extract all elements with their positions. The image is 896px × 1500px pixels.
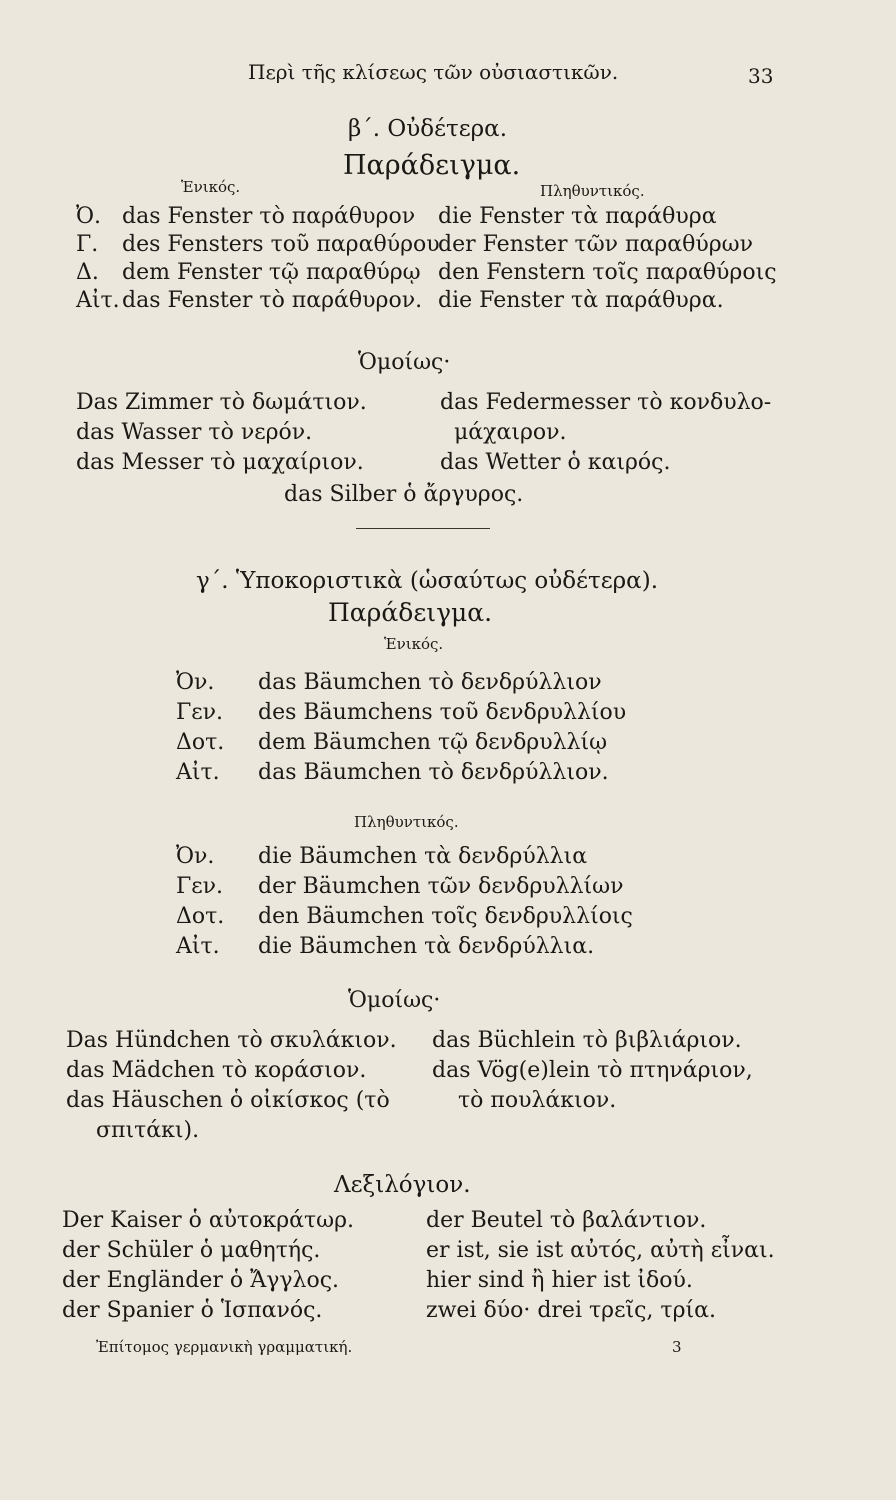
vocabulary-entry: hier sind ἢ hier ist ἰδού. xyxy=(426,1268,693,1293)
case-label: Δοτ. xyxy=(176,904,225,929)
singular-form: dem Fenster τῷ παραθύρῳ xyxy=(122,260,421,285)
vocabulary-entry: der Schüler ὁ μαθητής. xyxy=(62,1238,321,1263)
singular-form: des Fensters τοῦ παραθύρου xyxy=(122,232,440,257)
section-divider xyxy=(356,528,490,529)
likewise-entry: das Wasser τὸ νερόν. xyxy=(76,420,313,445)
vocabulary-entry: er ist, sie ist αὐτός, αὐτὴ εἶναι. xyxy=(426,1238,775,1263)
section-b-title: β΄. Οὐδέτερα. xyxy=(348,116,508,142)
section-c-likewise-heading: Ὁμοίως· xyxy=(348,988,441,1013)
section-b-plural-heading: Πληθυντικός. xyxy=(540,182,645,200)
likewise-entry: das Büchlein τὸ βιβλιάριον. xyxy=(432,1028,742,1053)
case-label: Γ. xyxy=(76,232,99,257)
likewise-entry: σπιτάκι). xyxy=(96,1118,200,1143)
declension-form: den Bäumchen τοῖς δενδρυλλίοις xyxy=(258,904,633,929)
likewise-entry: Das Hündchen τὸ σκυλάκιον. xyxy=(66,1028,397,1053)
section-c-example-heading: Παράδειγμα. xyxy=(328,598,493,627)
section-c-plural-heading: Πληθυντικός. xyxy=(354,813,459,831)
likewise-entry: Das Zimmer τὸ δωμάτιον. xyxy=(76,390,367,415)
declension-form: das Bäumchen τὸ δενδρύλλιον xyxy=(258,670,602,695)
plural-form: die Fenster τὰ παράθυρα. xyxy=(438,288,724,313)
vocabulary-entry: Der Kaiser ὁ αὐτοκράτωρ. xyxy=(62,1208,355,1233)
case-label: Ὀ. xyxy=(76,204,102,229)
declension-form: dem Bäumchen τῷ δενδρυλλίῳ xyxy=(258,730,608,755)
sheet-number: 3 xyxy=(672,1338,682,1356)
likewise-entry: das Mädchen τὸ κοράσιον. xyxy=(66,1058,367,1083)
case-label: Γεν. xyxy=(176,874,224,899)
plural-form: die Fenster τὰ παράθυρα xyxy=(438,204,717,229)
running-title: Περὶ τῆς κλίσεως τῶν οὐσιαστικῶν. xyxy=(248,60,619,84)
case-label: Δ. xyxy=(76,260,99,285)
section-c-singular-heading: Ἑνικός. xyxy=(384,635,444,653)
vocabulary-entry: der Spanier ὁ Ἱσπανός. xyxy=(62,1298,323,1323)
section-b-likewise-heading: Ὁμοίως· xyxy=(358,350,451,375)
section-b-singular-heading: Ἑνικός. xyxy=(181,178,241,196)
declension-form: die Bäumchen τὰ δενδρύλλια. xyxy=(258,934,595,959)
case-label: Γεν. xyxy=(176,700,224,725)
likewise-entry: μάχαιρον. xyxy=(454,420,567,445)
signature-line: Ἐπίτομος γερμανικὴ γραμματική. xyxy=(96,1338,353,1356)
page-number: 33 xyxy=(748,64,774,88)
likewise-entry: das Häuschen ὁ οἰκίσκος (τὸ xyxy=(66,1088,390,1113)
vocabulary-heading: Λεξιλόγιον. xyxy=(334,1172,471,1198)
plural-form: der Fenster τῶν παραθύρων xyxy=(438,232,753,257)
declension-form: des Bäumchens τοῦ δενδρυλλίου xyxy=(258,700,627,725)
vocabulary-entry: zwei δύο· drei τρεῖς, τρία. xyxy=(426,1298,716,1323)
case-label: Ὀν. xyxy=(176,844,215,869)
singular-form: das Fenster τὸ παράθυρον xyxy=(122,204,416,229)
vocabulary-entry: der Beutel τὸ βαλάντιον. xyxy=(426,1208,707,1233)
likewise-entry: das Wetter ὁ καιρός. xyxy=(440,450,671,475)
case-label: Αἰτ. xyxy=(76,288,120,313)
case-label: Δοτ. xyxy=(176,730,225,755)
vocabulary-entry: der Engländer ὁ Ἄγγλος. xyxy=(62,1268,340,1293)
case-label: Αἰτ. xyxy=(176,934,220,959)
likewise-entry: das Silber ὁ ἄργυρος. xyxy=(284,482,524,507)
likewise-entry: das Federmesser τὸ κονδυλο- xyxy=(440,390,772,415)
section-b-example-heading: Παράδειγμα. xyxy=(343,150,521,181)
likewise-entry: das Vög(e)lein τὸ πτηνάριον, xyxy=(432,1058,753,1083)
declension-form: der Bäumchen τῶν δενδρυλλίων xyxy=(258,874,624,899)
plural-form: den Fenstern τοῖς παραθύροις xyxy=(438,260,777,285)
singular-form: das Fenster τὸ παράθυρον. xyxy=(122,288,423,313)
declension-form: die Bäumchen τὰ δενδρύλλια xyxy=(258,844,588,869)
case-label: Αἰτ. xyxy=(176,760,220,785)
case-label: Ὀν. xyxy=(176,670,215,695)
declension-form: das Bäumchen τὸ δενδρύλλιον. xyxy=(258,760,609,785)
likewise-entry: das Messer τὸ μαχαίριον. xyxy=(76,450,364,475)
likewise-entry: τὸ πουλάκιον. xyxy=(458,1088,617,1113)
section-c-title: γ΄. Ὑποκοριστικὰ (ὡσαύτως οὐδέτερα). xyxy=(196,568,658,594)
